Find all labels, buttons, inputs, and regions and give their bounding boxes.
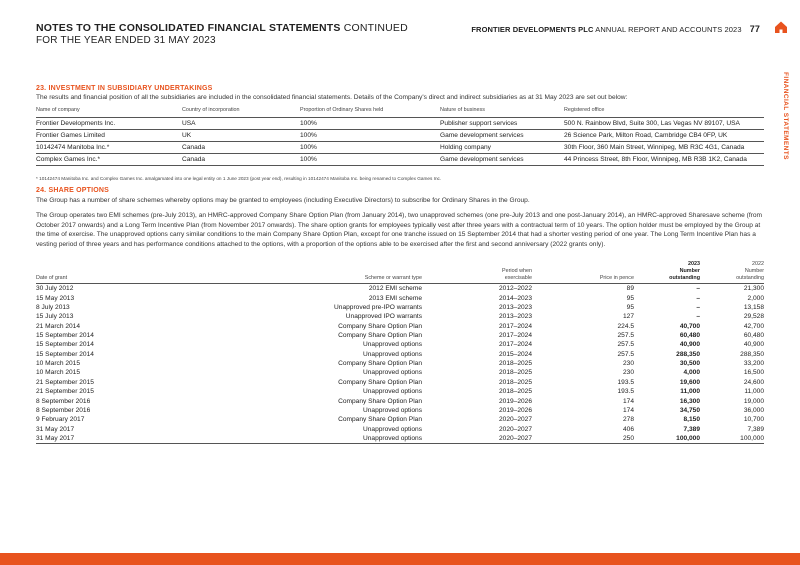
col-header-period-line1: Period when: [502, 267, 532, 274]
outstanding-2022-cell: 42,700: [743, 322, 764, 330]
office-cell: 44 Princess Street, 8th Floor, Winnipeg, MB R3B 1K2, Canada: [564, 154, 764, 166]
price-cell: 257.5: [617, 350, 634, 358]
price-cell: 230: [622, 369, 634, 377]
section-24-heading: 24. SHARE OPTIONS: [36, 187, 110, 194]
grant-date-cell: 10 March 2015: [36, 369, 80, 377]
table-row: [36, 378, 764, 387]
price-cell: 224.5: [617, 322, 634, 330]
table-row: [36, 359, 764, 368]
outstanding-2022-cell: 24,600: [743, 378, 764, 386]
proportion-cell: 100%: [300, 154, 440, 166]
company-name: FRONTIER DEVELOPMENTS PLC: [471, 25, 594, 34]
outstanding-2023-cell: 288,350: [676, 350, 700, 358]
price-cell: 230: [622, 360, 634, 368]
table-row: [36, 294, 764, 303]
scheme-cell: Unapproved options: [362, 341, 422, 349]
grant-date-cell: 31 May 2017: [36, 425, 75, 433]
col-header-period-line2: exercisable: [504, 274, 532, 281]
outstanding-2023-cell: 11,000: [680, 388, 700, 396]
col-header: Registered office: [564, 107, 764, 118]
col-header-date: Date of grant: [36, 261, 226, 284]
proportion-cell: 100%: [300, 142, 440, 154]
period-cell: 2017–2024: [498, 332, 532, 340]
section-24-para-2: The Group operates two EMI schemes (pre-July 2013), an HMRC-approved Company Share Option Plan (from January 2014), two unapproved schemes (one pre-July 2013 and one post-January 2014), an HMRC-approved Sharesave scheme (from October 2017 onwards) and a Long Term Incentive Plan (from November 2017 onwards). The share option grants for employees typically vest after three years with a contractual term of 10 years. The option holder must be employed by the Group at the time of exercise. The unapproved options carry similar conditions to the main Company Share Option Plan, except for one tranche issued on 15 September 2014 that had a shorter vesting period of one year. The Long Term Incentive Plan has a vesting period of three years and has performance conditions attached to the options, with a proportion of the options able to be exercised after the first and second anniversary (2022 grants only).: [36, 212, 763, 248]
price-cell: 193.5: [617, 378, 634, 386]
period-cell: 2020–2027: [498, 416, 532, 424]
col-header: Name of company: [36, 107, 182, 118]
col-header-2023-year: 2023: [688, 261, 700, 267]
outstanding-2022-cell: 33,200: [743, 360, 764, 368]
nature-cell: Publisher support services: [440, 118, 564, 130]
period-cell: 2018–2025: [498, 369, 532, 377]
period-cell: 2013–2023: [498, 304, 532, 312]
page-title: [36, 22, 408, 34]
outstanding-2022-cell: 100,000: [700, 434, 764, 444]
col-header: Nature of business: [440, 107, 564, 118]
scheme-cell: Unapproved options: [362, 406, 422, 414]
table-row: [36, 322, 764, 331]
outstanding-2023-cell: 40,700: [679, 322, 700, 330]
table-row: [36, 387, 764, 396]
col-header-period: [422, 261, 532, 284]
grant-date-cell: 8 September 2016: [36, 397, 91, 405]
col-header-2022-line1: Number: [744, 267, 764, 274]
outstanding-2022-cell: 21,300: [743, 285, 764, 293]
table-row: [36, 303, 764, 312]
scheme-cell: Company Share Option Plan: [338, 332, 422, 340]
period-cell: 2012–2022: [498, 285, 532, 293]
period-cell: 2018–2025: [498, 378, 532, 386]
nature-cell: Game development services: [440, 130, 564, 142]
outstanding-2022-cell: 13,158: [743, 304, 764, 312]
company-name-cell: Complex Games Inc.*: [36, 154, 182, 166]
table-row: [36, 130, 764, 142]
outstanding-2023-cell: 30,500: [679, 360, 700, 368]
section-24-para-1: The Group has a number of share schemes whereby options may be granted to employees (including Executive Directors) to subscribe for Ordinary Shares in the Group.: [36, 197, 530, 204]
col-header-2023-line1: Number: [679, 267, 700, 274]
price-cell: 127: [622, 313, 634, 321]
price-cell: 95: [626, 294, 634, 302]
page-title-text: NOTES TO THE CONSOLIDATED FINANCIAL STATEMENTS: [36, 22, 341, 34]
table-row: [36, 312, 764, 321]
table-row: [36, 425, 764, 434]
grant-date-cell: 21 September 2015: [36, 378, 94, 386]
outstanding-2022-cell: 36,000: [743, 406, 764, 414]
outstanding-2022-cell: 40,900: [743, 341, 764, 349]
office-cell: 26 Science Park, Milton Road, Cambridge CB4 0FP, UK: [564, 130, 764, 142]
proportion-cell: 100%: [300, 130, 440, 142]
share-options-table: [36, 261, 764, 444]
price-cell: 257.5: [617, 341, 634, 349]
scheme-cell: Unapproved options: [362, 425, 422, 433]
subsidiaries-footnote: * 10142474 Manitoba Inc. and Complex Games Inc. amalgamated into one legal entity on 1 June 2023 (post year end), resulting in 10142474 Manitoba Inc. being renamed to Complex Games Inc.: [36, 176, 442, 181]
grant-date-cell: 15 May 2013: [36, 294, 75, 302]
col-header: Proportion of Ordinary Shares held: [300, 107, 440, 118]
period-cell: 2019–2026: [498, 397, 532, 405]
home-icon[interactable]: [774, 20, 788, 34]
table-row: [36, 284, 764, 294]
outstanding-2023-cell: 8,150: [683, 416, 700, 424]
grant-date-cell: 21 March 2014: [36, 322, 80, 330]
outstanding-2023-cell: 40,900: [679, 341, 700, 349]
table-row: [36, 434, 764, 444]
price-cell: 174: [622, 406, 634, 414]
country-cell: UK: [182, 130, 300, 142]
scheme-cell: Company Share Option Plan: [338, 322, 422, 330]
share-options-header-row: [36, 261, 764, 284]
scheme-cell: Company Share Option Plan: [338, 397, 422, 405]
price-cell: 193.5: [617, 388, 634, 396]
table-row: [36, 142, 764, 154]
running-header: [471, 24, 760, 34]
office-cell: 30th Floor, 360 Main Street, Winnipeg, MB R3C 4G1, Canada: [564, 142, 764, 154]
period-cell: 2018–2025: [498, 388, 532, 396]
section-23-heading: 23. INVESTMENT IN SUBSIDIARY UNDERTAKINGS: [36, 85, 213, 92]
grant-date-cell: 9 February 2017: [36, 416, 85, 424]
table-row: [36, 406, 764, 415]
grant-date-cell: 8 July 2013: [36, 304, 70, 312]
col-header-price: Price in pence: [532, 261, 634, 284]
price-cell: 406: [622, 425, 634, 433]
col-header-2023: [634, 261, 700, 284]
table-row: [36, 397, 764, 406]
scheme-cell: 2012 EMI scheme: [368, 285, 422, 293]
outstanding-2023-cell: 34,750: [679, 406, 700, 414]
outstanding-2023-cell: 100,000: [634, 434, 700, 444]
scheme-cell: Unapproved options: [362, 369, 422, 377]
outstanding-2023-cell: –: [696, 285, 700, 293]
price-cell: 89: [626, 285, 634, 293]
grant-date-cell: 21 September 2015: [36, 388, 94, 396]
price-cell: 174: [622, 397, 634, 405]
outstanding-2023-cell: –: [696, 304, 700, 312]
country-cell: Canada: [182, 154, 300, 166]
scheme-cell: Company Share Option Plan: [338, 416, 422, 424]
company-name-cell: Frontier Games Limited: [36, 130, 182, 142]
outstanding-2022-cell: 7,389: [747, 425, 764, 433]
subsidiaries-header-row: [36, 107, 764, 118]
page-subtitle: FOR THE YEAR ENDED 31 MAY 2023: [36, 35, 216, 46]
period-cell: 2018–2025: [498, 360, 532, 368]
period-cell: 2020–2027: [422, 434, 532, 444]
grant-date-cell: 15 July 2013: [36, 313, 74, 321]
grant-date-cell: 15 September 2014: [36, 350, 94, 358]
table-row: [36, 350, 764, 359]
nature-cell: Holding company: [440, 142, 564, 154]
table-row: [36, 340, 764, 349]
page-number: 77: [749, 24, 760, 34]
company-name-cell: Frontier Developments Inc.: [36, 118, 182, 130]
price-cell: 250: [532, 434, 634, 444]
price-cell: 257.5: [617, 332, 634, 340]
outstanding-2022-cell: 11,000: [744, 388, 764, 396]
subsidiaries-table: [36, 107, 764, 166]
scheme-cell: Company Share Option Plan: [338, 360, 422, 368]
outstanding-2022-cell: 60,480: [743, 332, 764, 340]
section-23-intro: The results and financial position of all the subsidiaries are included in the consolidated financial statements. Details of the Company's direct and indirect subsidiaries as at 31 May 2023 are set out below:: [36, 94, 628, 101]
table-row: [36, 415, 764, 424]
col-header-2022-year: 2022: [752, 261, 764, 267]
scheme-cell: Unapproved options: [362, 350, 422, 358]
grant-date-cell: 30 July 2012: [36, 285, 74, 293]
outstanding-2022-cell: 2,000: [747, 294, 764, 302]
col-header-scheme: Scheme or warrant type: [226, 261, 422, 284]
company-name-cell: 10142474 Manitoba Inc.*: [36, 142, 182, 154]
scheme-cell: Unapproved options: [226, 434, 422, 444]
proportion-cell: 100%: [300, 118, 440, 130]
outstanding-2023-cell: –: [696, 313, 700, 321]
col-header-2022-line2: outstanding: [736, 274, 764, 281]
table-row: [36, 154, 764, 166]
price-cell: 95: [626, 304, 634, 312]
outstanding-2022-cell: 29,528: [743, 313, 764, 321]
scheme-cell: Unapproved pre-IPO warrants: [334, 304, 422, 312]
period-cell: 2017–2024: [498, 322, 532, 330]
scheme-cell: Unapproved IPO warrants: [345, 313, 422, 321]
period-cell: 2015–2024: [498, 350, 532, 358]
grant-date-cell: 15 September 2014: [36, 332, 94, 340]
scheme-cell: Unapproved options: [362, 388, 422, 396]
page-title-suffix: CONTINUED: [343, 22, 408, 34]
office-cell: 500 N. Rainbow Blvd, Suite 300, Las Vegas NV 89107, USA: [564, 118, 764, 130]
outstanding-2022-cell: 288,350: [740, 350, 764, 358]
outstanding-2022-cell: 19,000: [743, 397, 764, 405]
outstanding-2023-cell: –: [696, 294, 700, 302]
outstanding-2023-cell: 19,600: [679, 378, 700, 386]
table-row: [36, 118, 764, 130]
period-cell: 2020–2027: [498, 425, 532, 433]
outstanding-2023-cell: 7,389: [683, 425, 700, 433]
period-cell: 2014–2023: [498, 294, 532, 302]
period-cell: 2013–2023: [498, 313, 532, 321]
table-row: [36, 368, 764, 377]
share-options-body: [36, 284, 764, 444]
country-cell: Canada: [182, 142, 300, 154]
outstanding-2022-cell: 10,700: [743, 416, 764, 424]
section-side-tab[interactable]: [782, 72, 796, 192]
country-cell: USA: [182, 118, 300, 130]
col-header-2022: [700, 261, 764, 284]
grant-date-cell: 10 March 2015: [36, 360, 80, 368]
col-header: Country of incorporation: [182, 107, 300, 118]
outstanding-2022-cell: 16,500: [743, 369, 764, 377]
price-cell: 278: [622, 416, 634, 424]
outstanding-2023-cell: 4,000: [683, 369, 700, 377]
table-row: [36, 331, 764, 340]
outstanding-2023-cell: 60,480: [679, 332, 700, 340]
footer-accent-bar: [0, 553, 800, 565]
grant-date-cell: 8 September 2016: [36, 406, 91, 414]
side-tab-label: FINANCIAL STATEMENTS: [782, 72, 789, 160]
scheme-cell: Company Share Option Plan: [338, 378, 422, 386]
nature-cell: Game development services: [440, 154, 564, 166]
period-cell: 2017–2024: [498, 341, 532, 349]
scheme-cell: 2013 EMI scheme: [368, 294, 422, 302]
col-header-2023-line2: outstanding: [669, 274, 700, 281]
grant-date-cell: 31 May 2017: [36, 434, 226, 444]
report-name: ANNUAL REPORT AND ACCOUNTS 2023: [595, 25, 742, 34]
grant-date-cell: 15 September 2014: [36, 341, 94, 349]
outstanding-2023-cell: 16,300: [679, 397, 700, 405]
period-cell: 2019–2026: [498, 406, 532, 414]
